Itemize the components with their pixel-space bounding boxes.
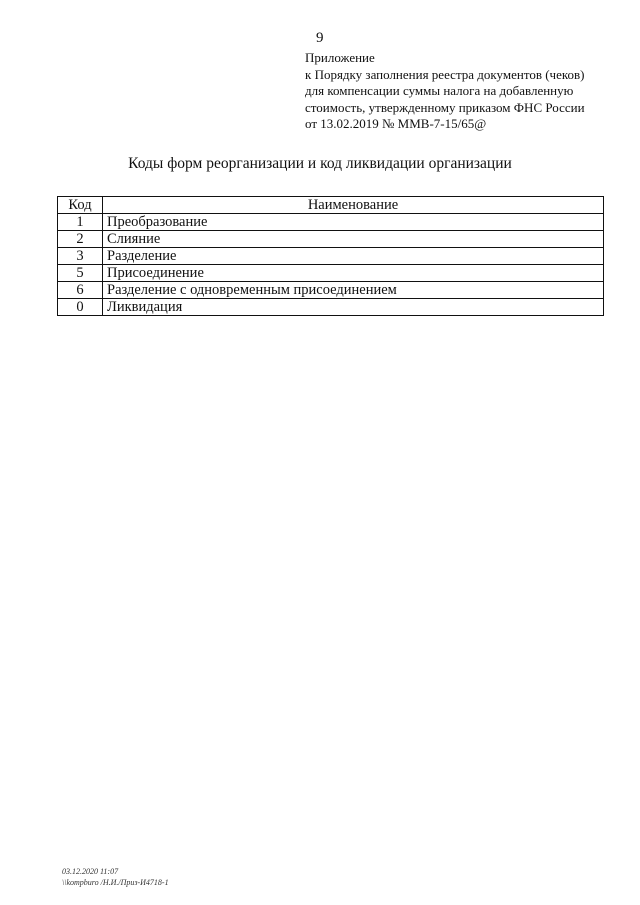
cell-code: 6 <box>58 282 103 299</box>
cell-code: 0 <box>58 299 103 316</box>
table-row <box>58 265 604 282</box>
cell-name: Преобразование <box>103 214 604 231</box>
print-footer <box>62 866 169 888</box>
appendix-line: Приложение <box>305 50 375 65</box>
table-header-row <box>58 197 604 214</box>
table-row <box>58 282 604 299</box>
footer-path: \\kompburo /Н.И./Приз-И4718-1 <box>62 878 169 887</box>
cell-code: 5 <box>58 265 103 282</box>
appendix-line: от 13.02.2019 № ММВ-7-15/65@ <box>305 116 487 131</box>
table-row <box>58 248 604 265</box>
cell-code: 2 <box>58 231 103 248</box>
appendix-line: к Порядку заполнения реестра документов (чеков) <box>305 66 585 82</box>
page-number: 9 <box>316 30 324 46</box>
header-name: Наименование <box>103 197 604 214</box>
cell-name: Разделение с одновременным присоединением <box>103 282 604 299</box>
cell-name: Слияние <box>103 231 604 248</box>
table-row <box>58 231 604 248</box>
cell-name: Присоединение <box>103 265 604 282</box>
cell-name: Разделение <box>103 248 604 265</box>
appendix-line: для компенсации суммы налога на добавленную <box>305 83 574 98</box>
cell-name: Ликвидация <box>103 299 604 316</box>
codes-table <box>57 196 604 316</box>
cell-code: 3 <box>58 248 103 265</box>
table-row <box>58 299 604 316</box>
header-code: Код <box>58 197 103 214</box>
table-row <box>58 214 604 231</box>
footer-timestamp: 03.12.2020 11:07 <box>62 867 119 876</box>
document-title: Коды форм реорганизации и код ликвидации организации <box>128 155 512 172</box>
cell-code: 1 <box>58 214 103 231</box>
appendix-line: стоимость, утвержденному приказом ФНС России <box>305 99 585 115</box>
appendix-header <box>305 50 605 133</box>
